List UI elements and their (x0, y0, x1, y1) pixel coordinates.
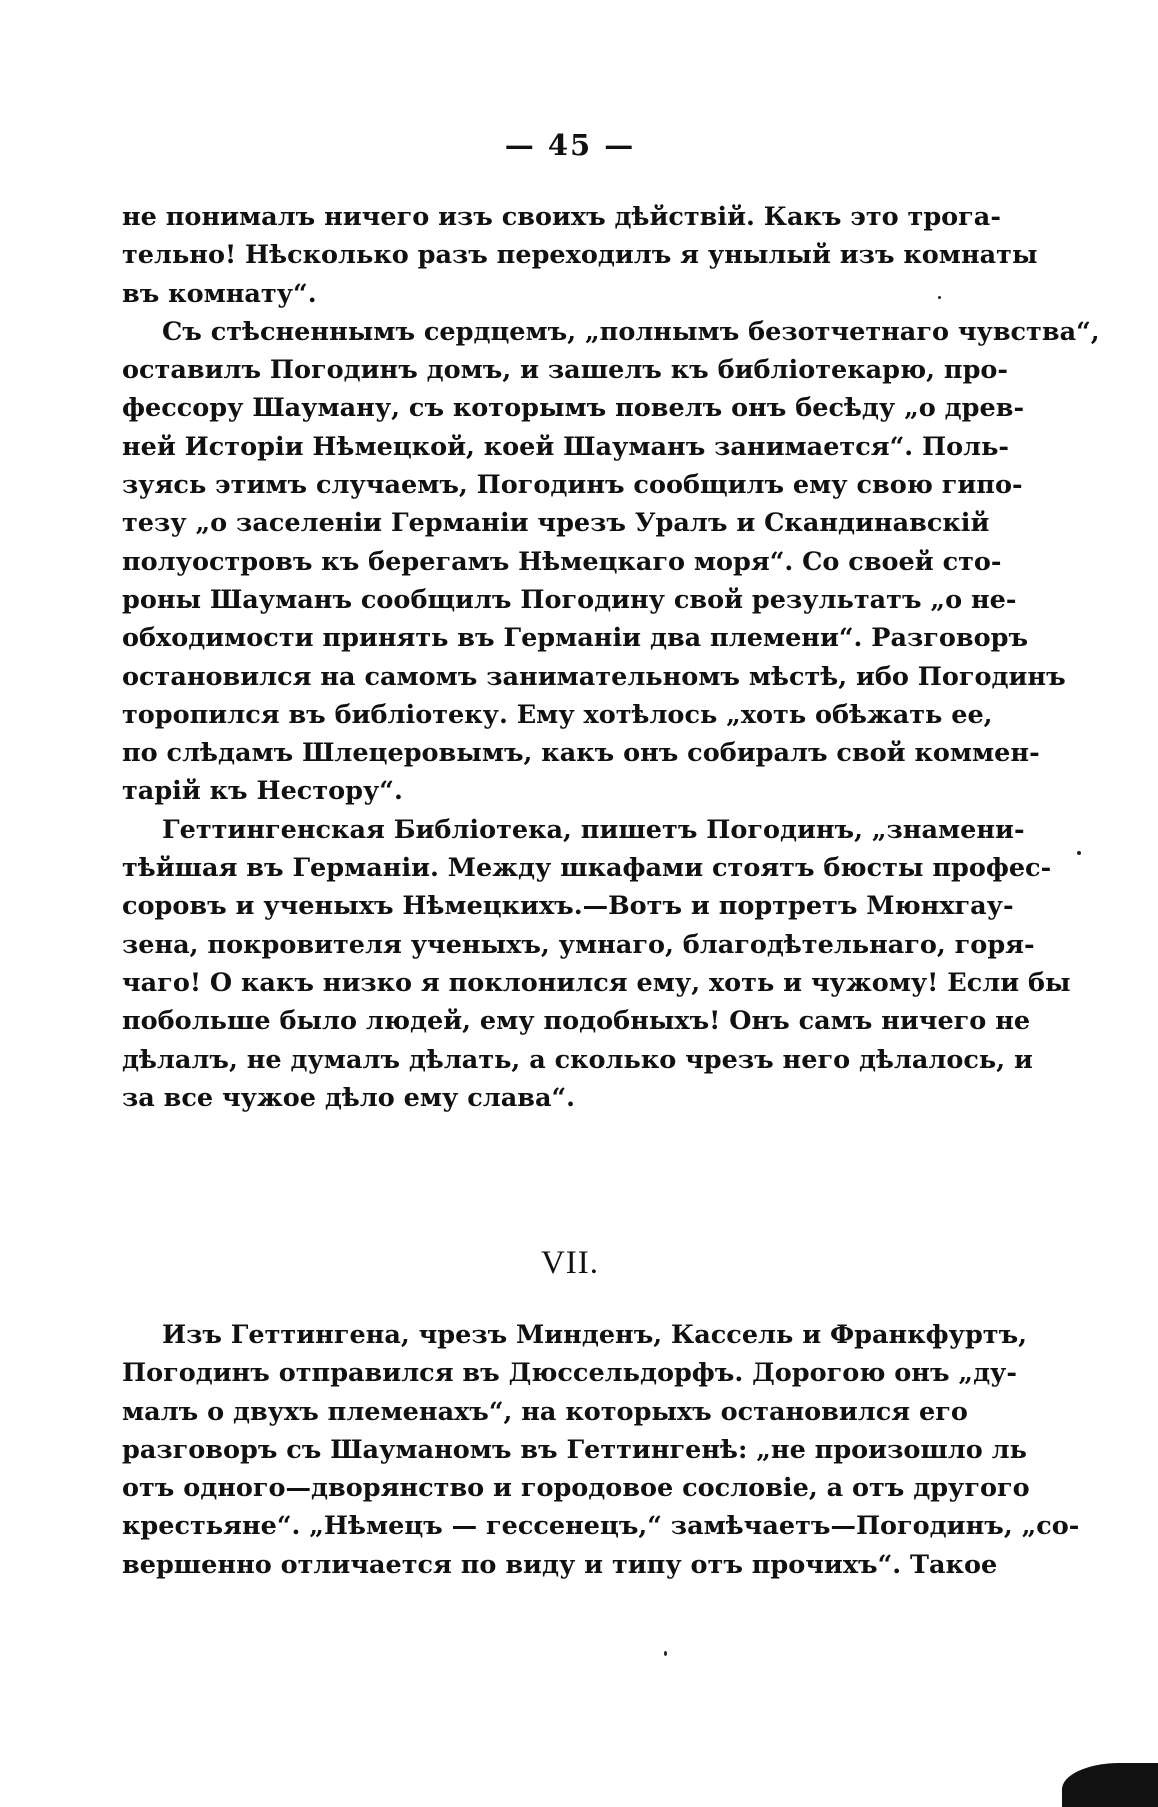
text-line: малъ о двухъ племенахъ“, на которыхъ остановился его (122, 1396, 968, 1427)
text-line: по слѣдамъ Шлецеровымъ, какъ онъ собиралъ свой коммен- (122, 738, 1040, 769)
text-line: тарій къ Нестору“. (122, 776, 403, 807)
text-line: вершенно отличается по виду и типу отъ прочихъ“. Такое (122, 1549, 998, 1580)
text-line: соровъ и ученыхъ Нѣмецкихъ.—Вотъ и портретъ Мюнхгау- (122, 891, 1014, 922)
text-line: тезу „о заселеніи Германіи чрезъ Уралъ и Скандинавскій (122, 508, 990, 539)
text-line: ней Исторіи Нѣмецкой, коей Шауманъ занимается“. Поль- (122, 431, 1009, 462)
text-line: разговоръ съ Шауманомъ въ Геттингенѣ: „не произошло ль (122, 1434, 1027, 1465)
text-line: не понималъ ничего изъ своихъ дѣйствій. Какъ это трога- (122, 202, 1001, 232)
text-block-main (122, 198, 1100, 1117)
chapter-heading: VII. (540, 1245, 600, 1281)
text-line: отъ одного—дворянство и городовое сословіе, а отъ другого (122, 1473, 1030, 1504)
text-line: въ комнату“. (122, 278, 317, 309)
text-line: обходимости принять въ Германіи два племени“. Разговоръ (122, 623, 1029, 654)
text-line: полуостровъ къ берегамъ Нѣмецкаго моря“. Со своей сто- (122, 546, 1002, 577)
text-line: зена, покровителя ученыхъ, умнаго, благодѣтельнаго, горя- (122, 929, 1035, 960)
text-line: остановился на самомъ занимательномъ мѣстѣ, ибо Погодинъ (122, 661, 1066, 692)
text-line: Геттингенская Библіотека, пишетъ Погодинъ, „знамени- (162, 814, 1025, 845)
text-block-chapter (122, 1316, 1080, 1584)
text-line: оставилъ Погодинъ домъ, и зашелъ къ библіотекарю, про- (122, 355, 1008, 386)
text-line: торопился въ библіотеку. Ему хотѣлось „хоть обѣжать ее, (122, 699, 993, 730)
text-line: чаго! О какъ низко я поклонился ему, хоть и чужому! Если бы (122, 967, 1071, 998)
text-line: побольше было людей, ему подобныхъ! Онъ самъ ничего не (122, 1006, 1031, 1037)
scan-corner-blot (1062, 1763, 1158, 1807)
text-line: тѣйшая въ Германіи. Между шкафами стоятъ бюсты профес- (122, 853, 1052, 884)
text-line: Изъ Геттингена, чрезъ Минденъ, Кассель и Франкфуртъ, (162, 1320, 1028, 1350)
text-line: Погодинъ отправился въ Дюссельдорфъ. Дорогою онъ „ду- (122, 1358, 1017, 1389)
scan-speck (938, 296, 941, 299)
scan-speck (664, 1651, 667, 1656)
text-line: за все чужое дѣло ему слава“. (122, 1082, 576, 1113)
text-line: фессору Шауману, съ которымъ повелъ онъ бесѣду „о древ- (122, 393, 1025, 424)
text-line: крестьяне“. „Нѣмецъ — гессенецъ,“ замѣчаетъ—Погодинъ, „со- (122, 1511, 1080, 1542)
page-number: — 45 — (504, 128, 636, 162)
text-line: тельно! Нѣсколько разъ переходилъ я унылый изъ комнаты (122, 240, 1038, 271)
text-line: дѣлалъ, не думалъ дѣлать, а сколько чрезъ него дѣлалось, и (122, 1044, 1033, 1075)
scan-speck (1077, 851, 1081, 855)
text-line: роны Шауманъ сообщилъ Погодину свой результатъ „о не- (122, 584, 1017, 615)
text-line: зуясь этимъ случаемъ, Погодинъ сообщилъ ему свою гипо- (122, 470, 1023, 501)
text-line: Съ стѣсненнымъ сердцемъ, „полнымъ безотчетнаго чувства“, (162, 316, 1100, 347)
